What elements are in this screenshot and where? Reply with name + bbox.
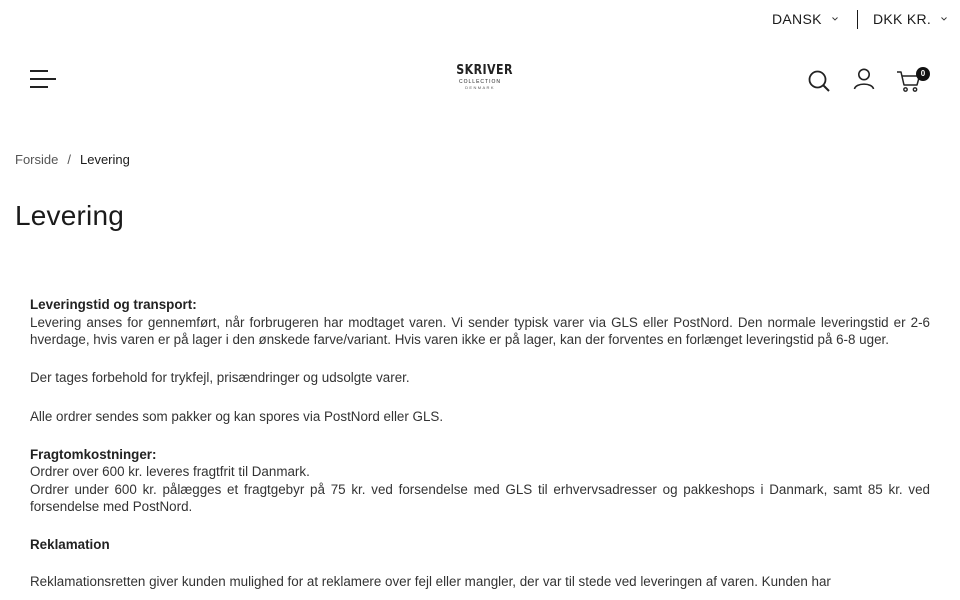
shipping-heading: Fragtomkostninger: <box>30 446 157 462</box>
page-content <box>30 296 930 591</box>
page-title: Levering <box>15 200 125 231</box>
language-selector[interactable] <box>772 11 839 27</box>
user-icon[interactable] <box>852 67 876 91</box>
chevron-down-icon <box>940 15 948 23</box>
cart-count-badge: 0 <box>916 67 930 81</box>
hamburger-menu-icon[interactable] <box>30 69 56 89</box>
site-logo[interactable] <box>452 63 513 97</box>
chevron-down-icon <box>831 15 839 23</box>
breadcrumb-separator: / <box>67 152 71 167</box>
complaint-heading: Reklamation <box>30 536 110 552</box>
complaint-paragraph: Reklamationsretten giver kunden mulighed for at reklamere over fejl eller mangler, der var til stede ved leveringen af varen. Kunden har <box>30 574 831 589</box>
topbar-divider <box>857 10 858 29</box>
shipping-fee-paragraph: Ordrer under 600 kr. pålægges et fragtgebyr på 75 kr. ved forsendelse med GLS til erhvervsadresser og pakkeshops i Danmark, samt 85 kr. ved forsendelse med PostNord. <box>30 481 930 514</box>
logo-subtitle: COLLECTION <box>459 79 501 85</box>
breadcrumb-home-link[interactable]: Forside <box>15 152 59 167</box>
delivery-paragraph: Levering anses for gennemført, når forbrugeren har modtaget varen. Vi sender typisk varer via GLS eller PostNord. Den normale leveringstid er 2-6 hverdage, hvis varen er på lager i den ønskede farve/variant. Hvis varen ikke er på lager, kan der forventes en forlænget leveringstid på 6-8 uger. <box>30 314 930 347</box>
top-bar <box>0 0 960 38</box>
currency-selector[interactable] <box>873 11 948 27</box>
language-label: DANSK <box>772 11 822 27</box>
search-icon[interactable] <box>807 69 831 93</box>
logo-country: DENMARK <box>465 85 495 90</box>
delivery-heading: Leveringstid og transport: <box>30 297 197 312</box>
currency-label: DKK KR. <box>873 11 932 27</box>
disclaimer-paragraph: Der tages forbehold for trykfejl, prisændringer og udsolgte varer. <box>30 369 410 385</box>
breadcrumb <box>15 152 130 167</box>
shipping-free-paragraph: Ordrer over 600 kr. leveres fragtfrit til Danmark. <box>30 464 310 479</box>
logo-wordmark: SKRIVER <box>456 63 513 78</box>
tracking-paragraph: Alle ordrer sendes som pakker og kan spores via PostNord eller GLS. <box>30 409 444 424</box>
site-header <box>0 55 960 105</box>
breadcrumb-current: Levering <box>79 152 130 167</box>
